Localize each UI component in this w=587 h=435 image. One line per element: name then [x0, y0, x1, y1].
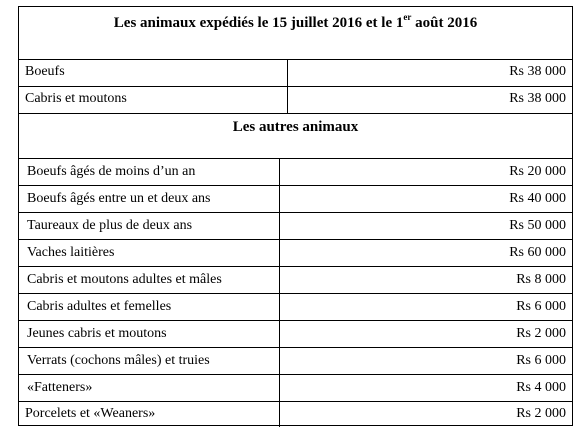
other-label: Cabris et moutons adultes et mâles	[27, 272, 222, 287]
divider	[19, 113, 572, 114]
column-divider	[279, 158, 280, 427]
divider	[19, 401, 572, 402]
shipped-label-boeufs: Boeufs	[25, 64, 65, 79]
other-amount: Rs 8 000	[516, 272, 566, 287]
other-label: Jeunes cabris et moutons	[27, 326, 167, 341]
other-amount: Rs 50 000	[509, 218, 566, 233]
other-label: Taureaux de plus de deux ans	[27, 218, 193, 233]
other-amount: Rs 6 000	[516, 299, 566, 314]
divider	[19, 212, 572, 213]
column-divider	[287, 59, 288, 113]
other-amount: Rs 4 000	[516, 380, 566, 395]
other-amount: Rs 20 000	[509, 164, 566, 179]
divider	[19, 320, 572, 321]
divider	[19, 293, 572, 294]
other-label: «Fatteners»	[27, 380, 93, 395]
divider	[19, 266, 572, 267]
divider	[19, 239, 572, 240]
title-superscript: er	[403, 12, 412, 22]
other-label: Boeufs âgés de moins d’un an	[27, 164, 196, 179]
animals-table	[18, 6, 573, 426]
other-label: Vaches laitières	[27, 245, 115, 260]
divider	[19, 374, 572, 375]
divider	[19, 86, 572, 87]
table-title: Les animaux expédiés le 15 juillet 2016 et le 1er août 2016	[113, 12, 478, 31]
divider	[19, 185, 572, 186]
other-amount: Rs 2 000	[516, 326, 566, 341]
divider	[19, 59, 572, 60]
other-amount: Rs 40 000	[509, 191, 566, 206]
shipped-label-cabris: Cabris et moutons	[25, 91, 127, 106]
shipped-amount-boeufs: Rs 38 000	[509, 64, 566, 79]
other-label: Cabris adultes et femelles	[27, 299, 172, 314]
other-amount: Rs 6 000	[516, 353, 566, 368]
shipped-amount-cabris: Rs 38 000	[509, 91, 566, 106]
section-title-autres: Les autres animaux	[232, 119, 359, 135]
other-label: Porcelets et «Weaners»	[25, 406, 156, 421]
other-label: Verrats (cochons mâles) et truies	[27, 353, 210, 368]
other-amount: Rs 60 000	[509, 245, 566, 260]
divider	[19, 158, 572, 159]
other-label: Boeufs âgés entre un et deux ans	[27, 191, 211, 206]
other-amount: Rs 2 000	[516, 406, 566, 421]
divider	[19, 347, 572, 348]
